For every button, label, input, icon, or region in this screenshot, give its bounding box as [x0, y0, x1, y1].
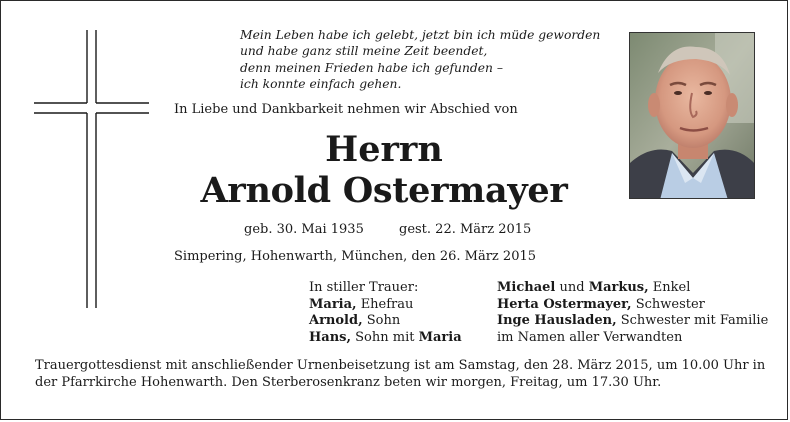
mourners-right: [497, 280, 768, 346]
poem: [240, 27, 600, 93]
mourner-line: Herta Ostermayer, Schwester: [497, 296, 705, 312]
poem-line: ich konnte einfach gehen.: [240, 77, 402, 92]
mourner-line: Maria, Ehefrau: [309, 296, 414, 312]
mourner-line: Michael und Markus, Enkel: [497, 280, 691, 295]
service-line: Trauergottesdienst mit anschließender Urnenbeisetzung ist am Samstag, den 28. März 2015, um 10.00 Uhr in: [35, 358, 766, 373]
deceased-name: Arnold Ostermayer: [200, 170, 568, 211]
intro-text: In Liebe und Dankbarkeit nehmen wir Abschied von: [174, 102, 518, 117]
service-line: der Pfarrkirche Hohenwarth. Den Sterberosenkranz beten wir morgen, Freitag, um 17.30 Uhr.: [35, 375, 662, 390]
salutation: Herrn: [325, 129, 443, 170]
poem-line: denn meinen Frieden habe ich gefunden –: [240, 60, 504, 75]
portrait-photo: [629, 32, 755, 199]
birth-date: geb. 30. Mai 1935: [244, 222, 364, 237]
mourners-left: [309, 280, 462, 346]
mourner-line: Hans, Sohn mit Maria: [309, 329, 462, 345]
cross-icon: [34, 30, 149, 308]
poem-line: und habe ganz still meine Zeit beendet,: [240, 44, 488, 59]
death-date: gest. 22. März 2015: [399, 222, 532, 237]
service-notice: [35, 357, 765, 391]
mourner-line: Inge Hausladen, Schwester mit Familie: [497, 313, 769, 328]
portrait-illustration: [630, 33, 755, 199]
mourner-line: In stiller Trauer:: [309, 280, 419, 295]
place-and-date: Simpering, Hohenwarth, München, den 26. März 2015: [174, 249, 537, 264]
poem-line: Mein Leben habe ich gelebt, jetzt bin ich müde geworden: [240, 28, 601, 42]
mourner-line: Arnold, Sohn: [309, 313, 401, 328]
mourner-line: im Namen aller Verwandten: [497, 329, 683, 345]
